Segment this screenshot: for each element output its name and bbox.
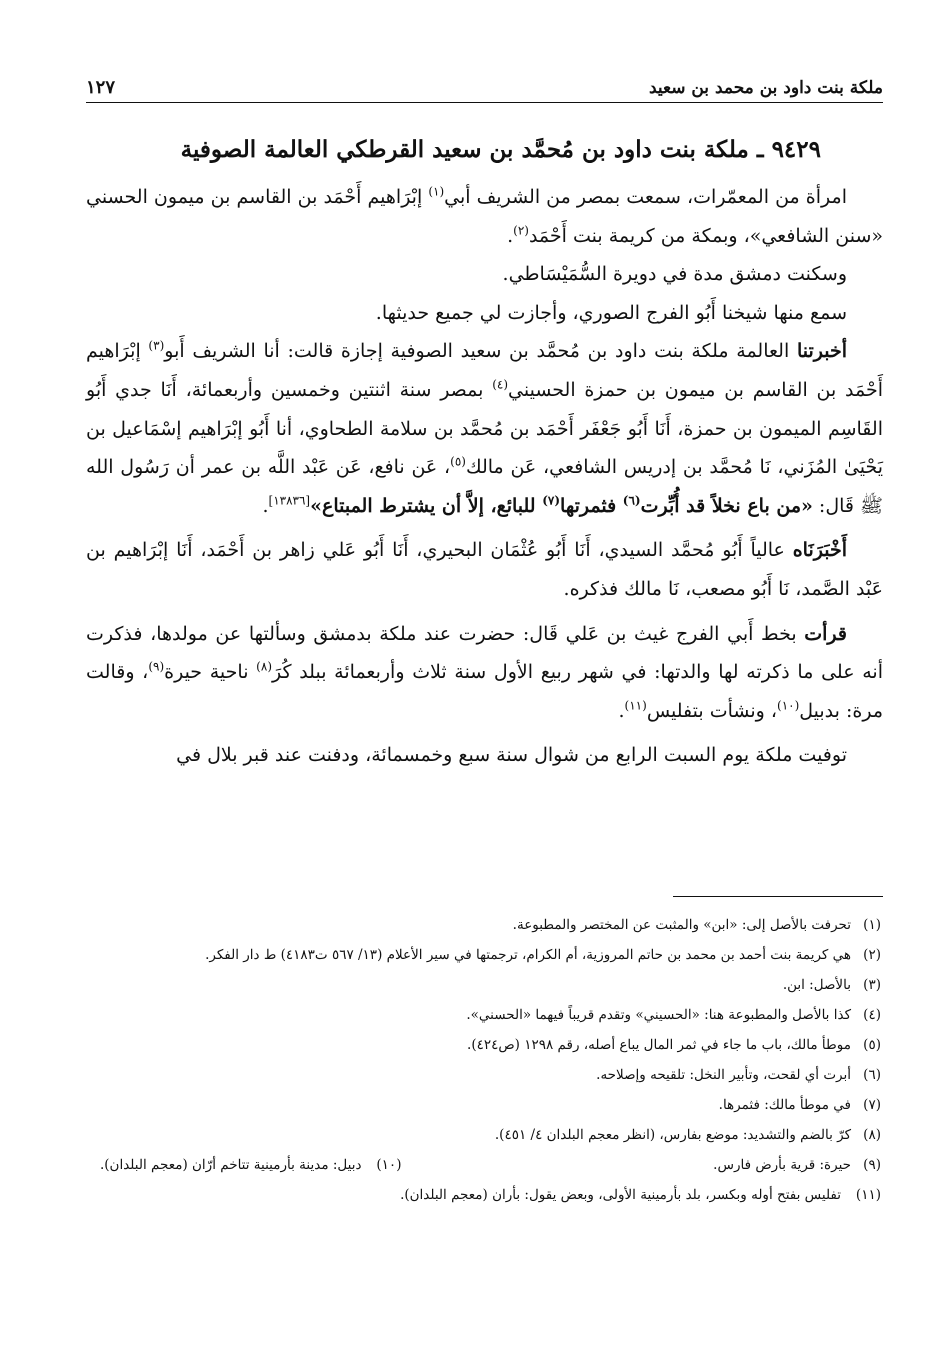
footnote-11: (١١) تفليس بفتح أوله وبكسر، بلد بأرمينية الأولى، وبعض يقول: بأران (معجم البلدان). bbox=[400, 1187, 881, 1203]
footnote-1: (١) تحرفت بالأصل إلى: «ابن» والمثبت عن المختصر والمطبوعة. bbox=[512, 917, 881, 933]
footnote-divider bbox=[673, 896, 883, 897]
footnote-3: (٣) بالأصل: ابن. bbox=[782, 977, 881, 993]
footnote-9: (٩) حيرة: قرية بأرض فارس. bbox=[713, 1157, 881, 1173]
paragraph-lead: أخبرتنا bbox=[796, 340, 847, 363]
footnote-8: (٨) كرّ بالضم والتشديد: موضع بفارس، (انظر معجم البلدان ٤/ ٤٥١). bbox=[494, 1127, 881, 1143]
paragraph-4: أخبرتنا العالمة ملكة بنت داود بن مُحمَّد بن سعيد الصوفية إجازة قالت: أنا الشريف أَبو$^{(٣)}$ إبْرَاهيم أَحْمَد بن القاسم بن ميمون بن حمزة الحسيني$^{(٤)}$ بمصر سنة اثنتين وخمسين وأربعمائة، أَنَا جدي أَبُو القَاسِم الميمون بن حمزة، أَنَا أَبُو جَعْفَر أَحْمَد بن مُحمَّد بن سلامة الطحاوي، أنا أَبُو إبْرَاهيم إسْمَاعيل بن يَحْيَىٰ المُزَني، نَا مُحمَّد بن إدريس الشافعي، عَن مالك$^{(٥)}$، عَن نافع، عَن عَبْد اللَّه بن عمر أن رَسُول الله ﷺ قَال: «من باع نخلاً قد أُبِّرت$^{(٦)}$ فثمرتها$^{(٧)}$ للبائع، إلاَّ أن يشترط المبتاع»[١٣٨٣٦]. bbox=[86, 339, 883, 517]
footnote-7: (٧) في موطأ مالك: فثمرها. bbox=[718, 1097, 881, 1113]
footnote-row-9-10 bbox=[86, 1150, 881, 1180]
footnote-ref[interactable]: (١٠) bbox=[777, 698, 800, 713]
footnote-10: (١٠) دبيل: مدينة بأرمينية تتاخم أرّان (معجم البلدان). bbox=[100, 1157, 402, 1173]
footnote-ref[interactable]: (٦) bbox=[622, 493, 641, 508]
footnote-ref[interactable]: (١) bbox=[428, 184, 445, 199]
page-number: ١٢٧ bbox=[86, 77, 116, 98]
paragraph-lead: قرأت bbox=[804, 622, 847, 645]
footnote-ref[interactable]: (٩) bbox=[148, 659, 165, 674]
hadith-text: «من باع نخلاً قد أُبِّرت$^{(٦)}$ فثمرتها$^{(٧)}$ للبائع، إلاَّ أن يشترط المبتاع» bbox=[310, 493, 813, 517]
footnote-6: (٦) أبرت أي لقحت، وتأبير النخل: تلقيحه وإصلاحه. bbox=[596, 1067, 881, 1083]
paragraph-3: سمع منها شيخنا أَبُو الفرج الصوري، وأجازت لي جميع حديثها. bbox=[375, 301, 847, 324]
running-title: ملكة بنت داود بن محمد بن سعيد bbox=[648, 78, 883, 98]
footnote-4: (٤) كذا بالأصل والمطبوعة هنا: «الحسيني» وتقدم قريباً فيهما «الحسني». bbox=[466, 1007, 881, 1023]
footnote-ref[interactable]: (٢) bbox=[513, 223, 529, 238]
paragraph-6: قرأت بخط أَبي الفرج غيث بن عَلي قَال: حضرت عند ملكة بدمشق وسألتها عن مولدها، فذكرت أنه على ما ذكرته لها والدتها: في شهر ربيع الأول سنة ثلاث وأربعمائة ببلد كُرَ$^{(٨)}$ ناحية حيرة$^{(٩)}$، وقالت مرة: بدبيل$^{(١٠)}$، ونشأت بتفليس$^{(١١)}$. bbox=[86, 622, 883, 722]
footnote-ref[interactable]: (٥) bbox=[450, 454, 466, 469]
paragraph-lead: أَخْبَرَنَاه bbox=[792, 539, 847, 562]
footnote-ref[interactable]: (١١) bbox=[624, 698, 647, 713]
footnote-ref[interactable]: (٧) bbox=[542, 493, 561, 508]
paragraph-1: امرأة من المعمّرات، سمعت بمصر من الشريف أبي$^{(١)}$ إبْرَاهيم أَحْمَد بن القاسم بن ميمون الحسني «سنن الشافعي»، وبمكة من كريمة بنت أَحْمَد$^{(٢)}$. bbox=[86, 184, 883, 247]
entry-body bbox=[86, 178, 883, 775]
footnotes bbox=[86, 910, 881, 1210]
footnote-ref[interactable]: (٨) bbox=[256, 659, 272, 674]
tradition-number: [١٣٨٣٦] bbox=[268, 493, 311, 508]
footnote-2: (٢) هي كريمة بنت أحمد بن محمد بن حاتم المروزية، أم الكرام، ترجمتها في سير الأعلام (١٣/ ٥٦٧ ت٤١٨٣) ط دار الفكر. bbox=[205, 947, 881, 963]
paragraph-2: وسكنت دمشق مدة في دويرة السُّمَيْسَاطي. bbox=[502, 263, 847, 286]
paragraph-5: أَخْبَرَنَاه عالياً أَبُو مُحمَّد السيدي، أَنَا أَبُو عُثْمَان البحيري، أَنَا أَبُو عَلي زاهر بن أَحْمَد، أَنَا إبْرَاهيم بن عَبْد الصَّمد، نَا أَبُو مصعب، نَا مالك فذكره. bbox=[86, 539, 883, 600]
footnote-ref[interactable]: (٣) bbox=[148, 339, 165, 354]
running-header bbox=[86, 62, 883, 103]
footnote-5: (٥) موطأ مالك، باب ما جاء في ثمر المال يباع أصله، رقم ١٢٩٨ (ص٤٢٤). bbox=[467, 1037, 881, 1053]
paragraph-7: توفيت ملكة يوم السبت الرابع من شوال سنة سبع وخمسمائة، ودفنت عند قبر بلال في bbox=[176, 744, 847, 767]
entry-heading: ٩٤٢٩ ـ ملكة بنت داود بن مُحمَّد بن سعيد القرطكي العالمة الصوفية bbox=[180, 136, 821, 163]
footnote-ref[interactable]: (٤) bbox=[492, 377, 509, 392]
